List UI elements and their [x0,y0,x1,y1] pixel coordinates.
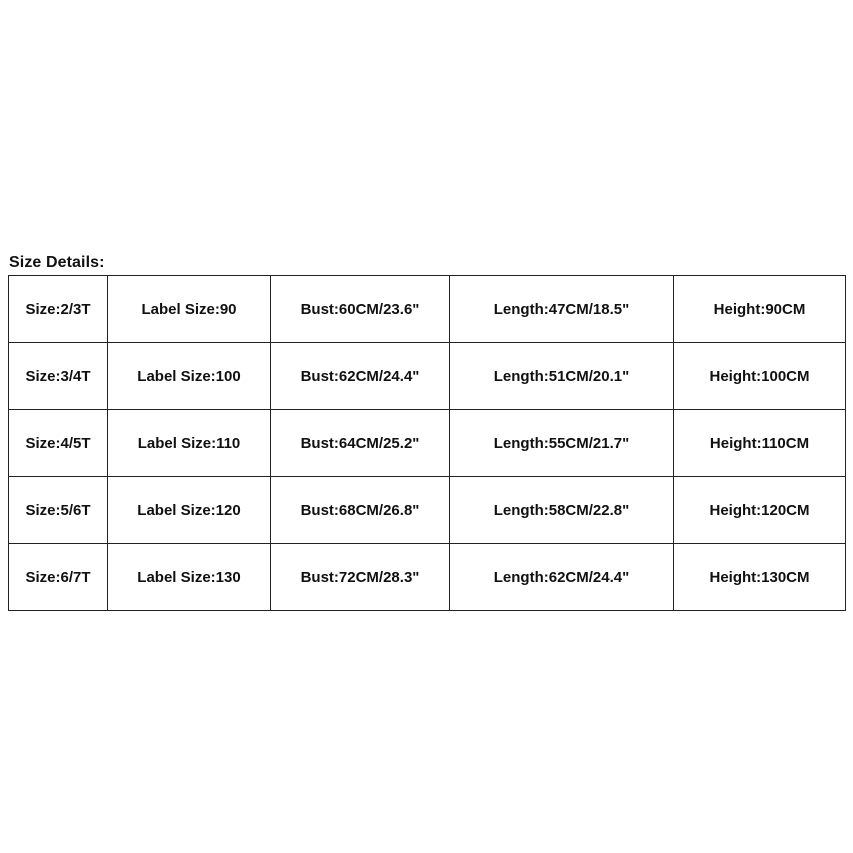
size-cell: Size:2/3T [9,276,108,343]
size-cell: Size:6/7T [9,544,108,611]
size-cell: Size:4/5T [9,410,108,477]
height-cell: Height:90CM [674,276,846,343]
bust-cell: Bust:72CM/28.3" [271,544,450,611]
length-cell: Length:55CM/21.7" [450,410,674,477]
bust-cell: Bust:62CM/24.4" [271,343,450,410]
size-details-table [8,275,846,611]
table-row [9,276,846,343]
label-size-cell: Label Size:110 [108,410,271,477]
length-cell: Length:51CM/20.1" [450,343,674,410]
height-cell: Height:100CM [674,343,846,410]
length-cell: Length:58CM/22.8" [450,477,674,544]
height-cell: Height:110CM [674,410,846,477]
table-row [9,544,846,611]
length-cell: Length:47CM/18.5" [450,276,674,343]
page-title: Size Details: [9,254,105,271]
label-size-cell: Label Size:120 [108,477,271,544]
size-cell: Size:5/6T [9,477,108,544]
length-cell: Length:62CM/24.4" [450,544,674,611]
bust-cell: Bust:60CM/23.6" [271,276,450,343]
label-size-cell: Label Size:100 [108,343,271,410]
height-cell: Height:120CM [674,477,846,544]
height-cell: Height:130CM [674,544,846,611]
table-row [9,477,846,544]
table-row [9,410,846,477]
bust-cell: Bust:64CM/25.2" [271,410,450,477]
size-cell: Size:3/4T [9,343,108,410]
table-row [9,343,846,410]
label-size-cell: Label Size:130 [108,544,271,611]
bust-cell: Bust:68CM/26.8" [271,477,450,544]
label-size-cell: Label Size:90 [108,276,271,343]
